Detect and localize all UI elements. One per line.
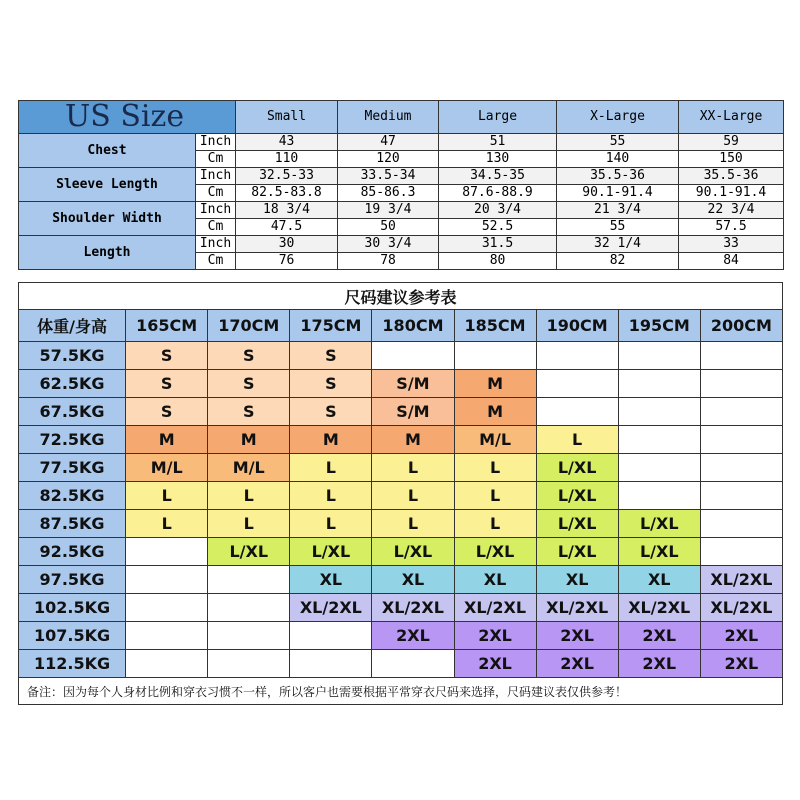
measurement-row xyxy=(19,168,784,185)
height-header: 165CM xyxy=(126,310,208,342)
size-cell: S xyxy=(126,342,208,370)
size-cell: 2XL xyxy=(618,650,700,678)
size-cell: XL/2XL xyxy=(372,594,454,622)
measurement-value: 18 3/4 xyxy=(236,202,338,219)
size-cell xyxy=(618,482,700,510)
size-cell xyxy=(618,426,700,454)
unit-label: Cm xyxy=(196,185,236,202)
measurement-value: 20 3/4 xyxy=(439,202,557,219)
measurement-value: 59 xyxy=(679,134,784,151)
size-cell: M xyxy=(454,398,536,426)
size-cell: L xyxy=(372,454,454,482)
weight-row xyxy=(19,594,783,622)
us-size-table xyxy=(18,100,784,270)
size-cell xyxy=(700,398,782,426)
size-header: XX-Large xyxy=(679,101,784,134)
size-recommendation-table xyxy=(18,282,783,705)
size-cell: S xyxy=(126,370,208,398)
unit-label: Inch xyxy=(196,236,236,253)
size-cell: XL/2XL xyxy=(290,594,372,622)
size-cell: XL xyxy=(536,566,618,594)
measurement-label: Sleeve Length xyxy=(19,168,196,202)
footnote: 备注：因为每个人身材比例和穿衣习惯不一样，所以客户也需要根据平常穿衣尺码来选择，尺码建议表仅供参考！ xyxy=(19,678,783,705)
size-cell: S xyxy=(208,370,290,398)
size-cell xyxy=(126,566,208,594)
measurement-value: 19 3/4 xyxy=(338,202,439,219)
size-cell: M xyxy=(208,426,290,454)
size-cell: L/XL xyxy=(536,482,618,510)
size-cell: 2XL xyxy=(536,650,618,678)
size-cell: S xyxy=(290,370,372,398)
measurement-row xyxy=(19,134,784,151)
us-size-title: US Size xyxy=(19,101,236,134)
size-cell: S xyxy=(208,342,290,370)
size-cell: L/XL xyxy=(372,538,454,566)
size-cell: L xyxy=(126,510,208,538)
weight-row xyxy=(19,398,783,426)
measurement-value: 35.5-36 xyxy=(557,168,679,185)
measurement-value: 30 xyxy=(236,236,338,253)
size-cell: L/XL xyxy=(454,538,536,566)
measurement-label: Chest xyxy=(19,134,196,168)
measurement-value: 82 xyxy=(557,253,679,270)
size-cell xyxy=(372,342,454,370)
height-header: 180CM xyxy=(372,310,454,342)
size-cell: XL/2XL xyxy=(700,566,782,594)
size-cell: L xyxy=(536,426,618,454)
measurement-value: 52.5 xyxy=(439,219,557,236)
measurement-value: 140 xyxy=(557,151,679,168)
size-header: Medium xyxy=(338,101,439,134)
measurement-label: Shoulder Width xyxy=(19,202,196,236)
size-cell xyxy=(208,594,290,622)
measurement-value: 78 xyxy=(338,253,439,270)
size-cell xyxy=(700,538,782,566)
weight-label: 97.5KG xyxy=(19,566,126,594)
weight-row xyxy=(19,566,783,594)
size-cell xyxy=(372,650,454,678)
size-cell: L/XL xyxy=(536,454,618,482)
measurement-value: 57.5 xyxy=(679,219,784,236)
weight-row xyxy=(19,342,783,370)
height-header: 200CM xyxy=(700,310,782,342)
size-cell xyxy=(126,538,208,566)
size-cell: L xyxy=(290,510,372,538)
measurement-value: 55 xyxy=(557,219,679,236)
size-cell: S/M xyxy=(372,398,454,426)
measurement-value: 35.5-36 xyxy=(679,168,784,185)
measurement-row xyxy=(19,202,784,219)
size-cell xyxy=(208,622,290,650)
size-cell: S xyxy=(208,398,290,426)
measurement-value: 33 xyxy=(679,236,784,253)
weight-row xyxy=(19,510,783,538)
size-cell xyxy=(536,370,618,398)
size-cell xyxy=(126,594,208,622)
measurement-value: 21 3/4 xyxy=(557,202,679,219)
size-cell: XL xyxy=(290,566,372,594)
size-cell: M xyxy=(126,426,208,454)
size-cell: M xyxy=(372,426,454,454)
size-cell: L/XL xyxy=(290,538,372,566)
height-header: 195CM xyxy=(618,310,700,342)
size-cell: L xyxy=(454,510,536,538)
measurement-value: 43 xyxy=(236,134,338,151)
size-cell: XL xyxy=(372,566,454,594)
size-cell: XL/2XL xyxy=(618,594,700,622)
size-header: X-Large xyxy=(557,101,679,134)
measurement-value: 22 3/4 xyxy=(679,202,784,219)
size-cell: L xyxy=(290,454,372,482)
measurement-value: 90.1-91.4 xyxy=(679,185,784,202)
measurement-value: 30 3/4 xyxy=(338,236,439,253)
measurement-value: 32 1/4 xyxy=(557,236,679,253)
size-cell: L/XL xyxy=(618,538,700,566)
size-cell: XL/2XL xyxy=(700,594,782,622)
size-cell: M/L xyxy=(454,426,536,454)
size-cell: M xyxy=(454,370,536,398)
size-cell: 2XL xyxy=(454,650,536,678)
height-header: 170CM xyxy=(208,310,290,342)
weight-label: 57.5KG xyxy=(19,342,126,370)
weight-label: 87.5KG xyxy=(19,510,126,538)
weight-label: 72.5KG xyxy=(19,426,126,454)
size-header: Small xyxy=(236,101,338,134)
weight-label: 82.5KG xyxy=(19,482,126,510)
size-cell xyxy=(208,650,290,678)
weight-row xyxy=(19,426,783,454)
measurement-value: 47.5 xyxy=(236,219,338,236)
unit-label: Inch xyxy=(196,202,236,219)
size-cell xyxy=(700,370,782,398)
size-cell: M xyxy=(290,426,372,454)
size-cell: M/L xyxy=(208,454,290,482)
measurement-value: 84 xyxy=(679,253,784,270)
size-cell xyxy=(290,622,372,650)
measurement-value: 31.5 xyxy=(439,236,557,253)
weight-label: 112.5KG xyxy=(19,650,126,678)
measurement-value: 32.5-33 xyxy=(236,168,338,185)
size-cell: L xyxy=(208,482,290,510)
size-cell xyxy=(536,342,618,370)
height-header: 175CM xyxy=(290,310,372,342)
weight-label: 67.5KG xyxy=(19,398,126,426)
weight-label: 77.5KG xyxy=(19,454,126,482)
measurement-value: 110 xyxy=(236,151,338,168)
size-cell xyxy=(700,454,782,482)
size-cell xyxy=(618,454,700,482)
measurement-value: 82.5-83.8 xyxy=(236,185,338,202)
size-cell xyxy=(700,482,782,510)
measurement-label: Length xyxy=(19,236,196,270)
size-cell: S xyxy=(126,398,208,426)
weight-label: 92.5KG xyxy=(19,538,126,566)
size-cell: S/M xyxy=(372,370,454,398)
size-cell: L xyxy=(454,482,536,510)
unit-label: Cm xyxy=(196,151,236,168)
size-cell: 2XL xyxy=(454,622,536,650)
size-cell: L/XL xyxy=(536,538,618,566)
size-cell: L xyxy=(290,482,372,510)
size-cell: L/XL xyxy=(536,510,618,538)
measurement-value: 55 xyxy=(557,134,679,151)
size-cell: 2XL xyxy=(372,622,454,650)
measurement-value: 85-86.3 xyxy=(338,185,439,202)
weight-label: 107.5KG xyxy=(19,622,126,650)
size-cell: S xyxy=(290,398,372,426)
height-header: 185CM xyxy=(454,310,536,342)
measurement-value: 80 xyxy=(439,253,557,270)
unit-label: Inch xyxy=(196,134,236,151)
size-cell xyxy=(126,650,208,678)
size-cell: M/L xyxy=(126,454,208,482)
unit-label: Inch xyxy=(196,168,236,185)
size-cell: L xyxy=(126,482,208,510)
size-cell xyxy=(454,342,536,370)
size-cell: 2XL xyxy=(700,650,782,678)
unit-label: Cm xyxy=(196,219,236,236)
measurement-value: 120 xyxy=(338,151,439,168)
size-header: Large xyxy=(439,101,557,134)
unit-label: Cm xyxy=(196,253,236,270)
measurement-value: 51 xyxy=(439,134,557,151)
size-cell: 2XL xyxy=(700,622,782,650)
size-cell xyxy=(700,342,782,370)
weight-row xyxy=(19,538,783,566)
size-cell xyxy=(536,398,618,426)
size-cell: S xyxy=(290,342,372,370)
size-cell xyxy=(700,426,782,454)
measurement-value: 47 xyxy=(338,134,439,151)
recommend-title: 尺码建议参考表 xyxy=(19,283,783,310)
measurement-value: 90.1-91.4 xyxy=(557,185,679,202)
measurement-value: 33.5-34 xyxy=(338,168,439,185)
size-cell: XL/2XL xyxy=(536,594,618,622)
measurement-value: 87.6-88.9 xyxy=(439,185,557,202)
measurement-row xyxy=(19,236,784,253)
measurement-value: 50 xyxy=(338,219,439,236)
weight-row xyxy=(19,650,783,678)
weight-row xyxy=(19,370,783,398)
height-header: 190CM xyxy=(536,310,618,342)
size-cell: XL xyxy=(454,566,536,594)
weight-label: 102.5KG xyxy=(19,594,126,622)
size-cell xyxy=(290,650,372,678)
size-cell: L xyxy=(372,510,454,538)
weight-row xyxy=(19,482,783,510)
weight-row xyxy=(19,454,783,482)
size-cell: 2XL xyxy=(536,622,618,650)
size-cell xyxy=(700,510,782,538)
size-cell: L/XL xyxy=(618,510,700,538)
size-cell: 2XL xyxy=(618,622,700,650)
size-cell xyxy=(618,398,700,426)
size-cell: L xyxy=(372,482,454,510)
size-cell xyxy=(618,370,700,398)
size-cell xyxy=(618,342,700,370)
size-cell: L/XL xyxy=(208,538,290,566)
size-cell: XL xyxy=(618,566,700,594)
size-cell xyxy=(208,566,290,594)
size-cell: XL/2XL xyxy=(454,594,536,622)
measurement-value: 76 xyxy=(236,253,338,270)
size-cell xyxy=(126,622,208,650)
measurement-value: 130 xyxy=(439,151,557,168)
measurement-value: 34.5-35 xyxy=(439,168,557,185)
size-cell: L xyxy=(454,454,536,482)
size-cell: L xyxy=(208,510,290,538)
weight-label: 62.5KG xyxy=(19,370,126,398)
weight-row xyxy=(19,622,783,650)
corner-header: 体重/身高 xyxy=(19,310,126,342)
measurement-value: 150 xyxy=(679,151,784,168)
